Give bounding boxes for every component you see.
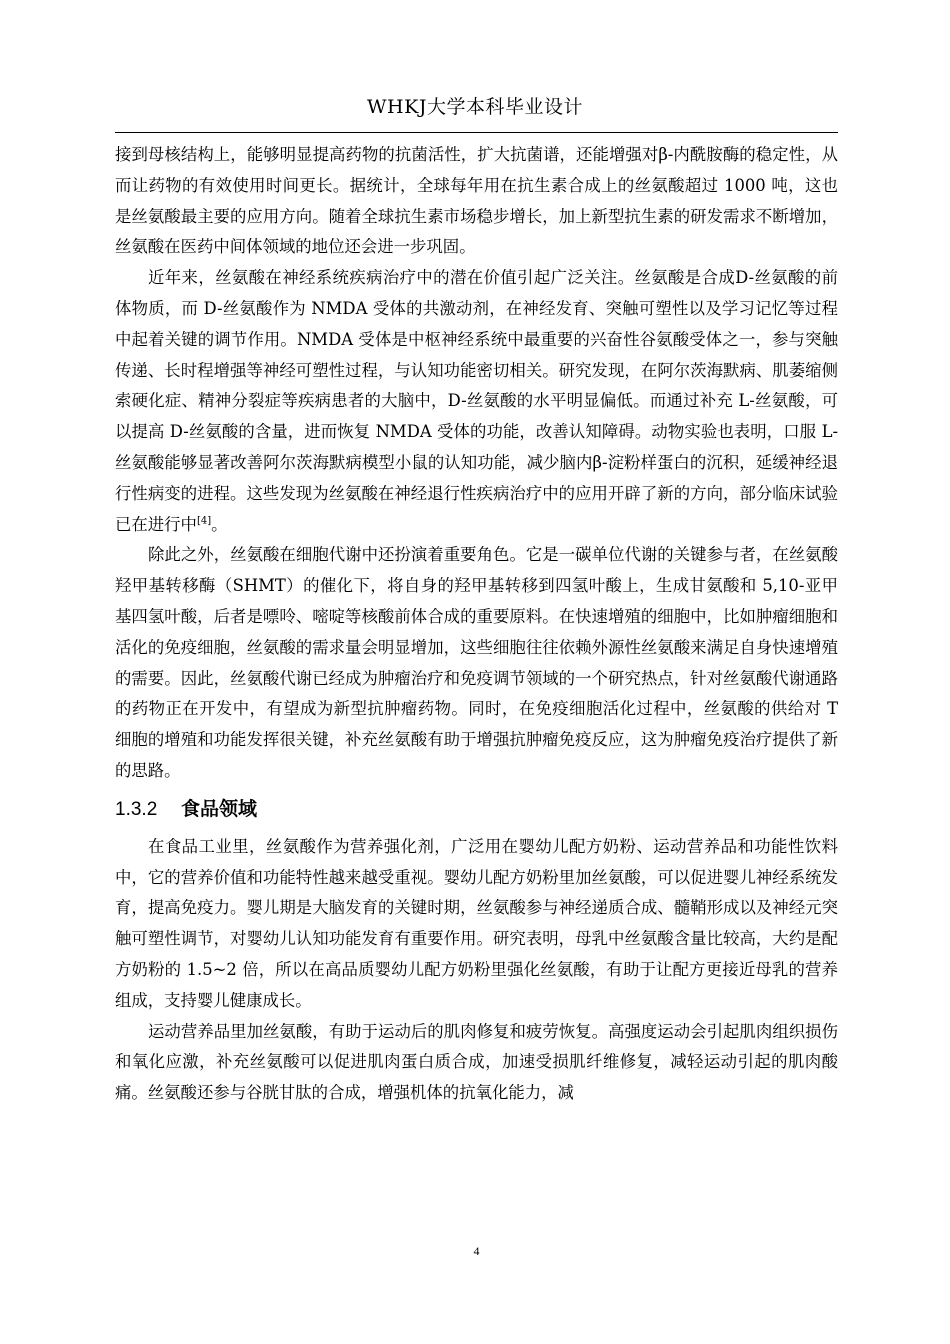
paragraph-text-end: 。 (211, 514, 228, 534)
document-body (115, 140, 838, 1109)
paragraph-sports-nutrition: 运动营养品里加丝氨酸，有助于运动后的肌肉修复和疲劳恢复。高强度运动会引起肌肉组织损伤和氧化应激，补充丝氨酸可以促进肌肉蛋白质合成，加速受损肌纤维修复，减轻运动引起的肌肉酸痛。丝氨酸还参与谷胱甘肽的合成，增强机体的抗氧化能力，减 (115, 1021, 838, 1103)
paragraph-cell-metabolism: 除此之外，丝氨酸在细胞代谢中还扮演着重要角色。它是一碳单位代谢的关键参与者，在丝氨酸羟甲基转移酶（SHMT）的催化下，将自身的羟甲基转移到四氢叶酸上，生成甘氨酸和 5,10-亚甲基四氢叶酸，后者是嘌呤、嘧啶等核酸前体合成的重要原料。在快速增殖的细胞中，比如肿瘤细胞和活化的免疫细胞，丝氨酸的需求量会明显增加，这些细胞往往依赖外源性丝氨酸来满足自身快速增殖的需要。因此，丝氨酸代谢已经成为肿瘤治疗和免疫调节领域的一个研究热点，针对丝氨酸代谢通路的药物正在开发中，有望成为新型抗肿瘤药物。同时，在免疫细胞活化过程中，丝氨酸的供给对 T 细胞的增殖和功能发挥很关键，补充丝氨酸有助于增强抗肿瘤免疫反应，这为肿瘤免疫治疗提供了新的思路。 (115, 545, 838, 780)
page-header: WHKJ大学本科毕业设计 (367, 96, 583, 118)
header-divider (115, 132, 838, 133)
page-number: 4 (473, 1244, 480, 1258)
section-title: 食品领域 (181, 797, 258, 820)
citation-reference: [4] (196, 515, 212, 527)
section-number: 1.3.2 (115, 798, 158, 820)
section-heading (115, 793, 838, 826)
paragraph-antibiotics-continued: 接到母核结构上，能够明显提高药物的抗菌活性，扩大抗菌谱，还能增强对β-内酰胺酶的稳定性，从而让药物的有效使用时间更长。据统计，全球每年用在抗生素合成上的丝氨酸超过 1000 吨，这也是丝氨酸最主要的应用方向。随着全球抗生素市场稳步增长，加上新型抗生素的研发需求不断增加，丝氨酸在医药中间体领域的地位还会进一步巩固。 (115, 145, 838, 257)
paragraph-food-industry: 在食品工业里，丝氨酸作为营养强化剂，广泛用在婴幼儿配方奶粉、运动营养品和功能性饮料中，它的营养价值和功能特性越来越受重视。婴幼儿配方奶粉里加丝氨酸，可以促进婴儿神经系统发育，提高免疫力。婴儿期是大脑发育的关键时期，丝氨酸参与神经递质合成、髓鞘形成以及神经元突触可塑性调节，对婴幼儿认知功能发育有重要作用。研究表明，母乳中丝氨酸含量比较高，大约是配方奶粉的 1.5~2 倍，所以在高品质婴幼儿配方奶粉里强化丝氨酸，有助于让配方更接近母乳的营养组成，支持婴儿健康成长。 (115, 836, 838, 1010)
paragraph-text: 近年来，丝氨酸在神经系统疾病治疗中的潜在价值引起广泛关注。丝氨酸是合成D-丝氨酸的前体物质，而 D-丝氨酸作为 NMDA 受体的共激动剂，在神经发育、突触可塑性以及学习记忆等过程中起着关键的调节作用。NMDA 受体是中枢神经系统中最重要的兴奋性谷氨酸受体之一，参与突触传递、长时程增强等神经可塑性过程，与认知功能密切相关。研究发现，在阿尔茨海默病、肌萎缩侧索硬化症、精神分裂症等疾病患者的大脑中，D-丝氨酸的水平明显偏低。而通过补充 L-丝氨酸，可以提高 D-丝氨酸的含量，进而恢复 NMDA 受体的功能，改善认知障碍。动物实验也表明，口服 L-丝氨酸能够显著改善阿尔茨海默病模型小鼠的认知功能，减少脑内β-淀粉样蛋白的沉积，延缓神经退行性病变的进程。这些发现为丝氨酸在神经退行性疾病治疗中的应用开辟了新的方向，部分临床试验已在进行中 (115, 268, 838, 534)
paragraph-neurological (115, 263, 838, 540)
